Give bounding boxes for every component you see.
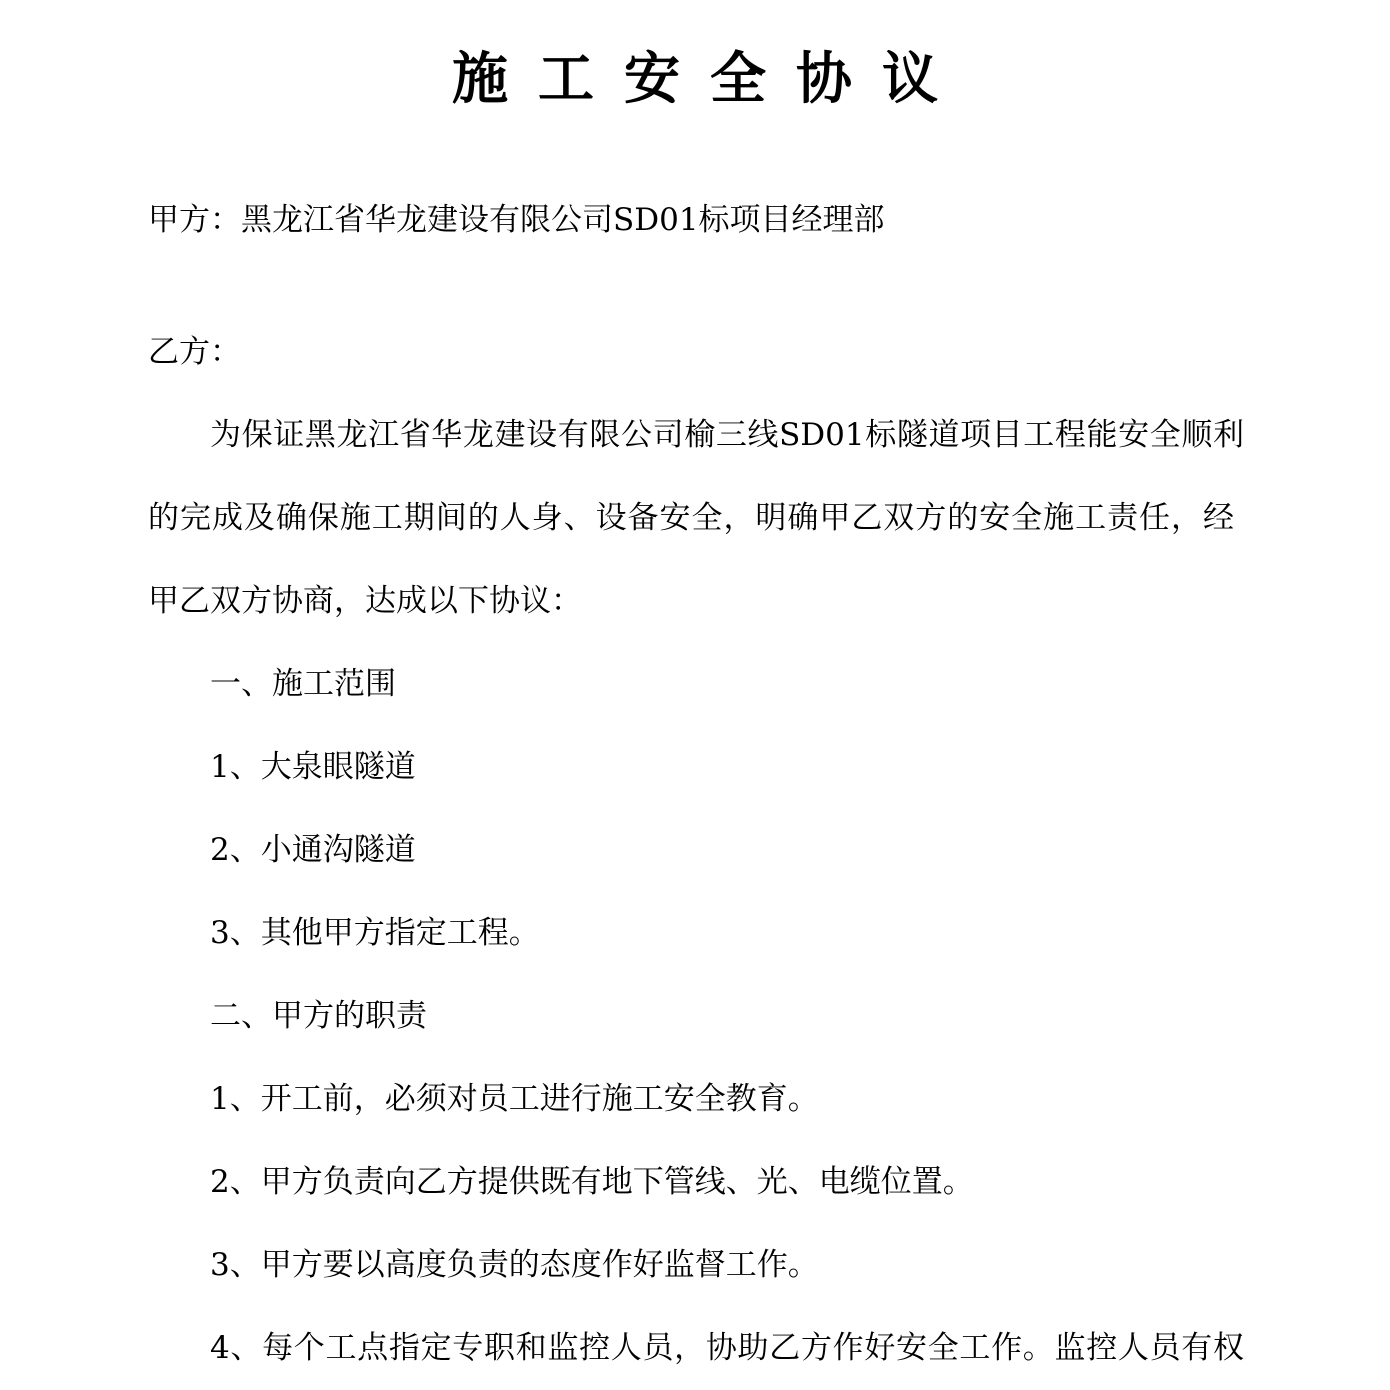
- duty-item: 2、甲方负责向乙方提供既有地下管线、光、电缆位置。: [210, 1164, 974, 1200]
- duty-item: 1、开工前，必须对员工进行施工安全教育。: [210, 1081, 819, 1117]
- intro-paragraph-line-3: 甲乙双方协商，达成以下协议：: [148, 583, 582, 619]
- section-heading-scope: 一、施工范围: [210, 666, 396, 702]
- scope-item: 2、小通沟隧道: [210, 832, 416, 868]
- scope-item: 1、大泉眼隧道: [210, 749, 416, 785]
- duty-item: 4、每个工点指定专职和监控人员，协助乙方作好安全工作。监控人员有权: [210, 1330, 1244, 1366]
- party-b-line: 乙方：: [148, 334, 241, 370]
- party-a-line: 甲方：黑龙江省华龙建设有限公司SD01标项目经理部: [148, 202, 885, 238]
- section-heading-party-a-duties: 二、甲方的职责: [210, 998, 427, 1034]
- intro-paragraph-line-2: 的完成及确保施工期间的人身、设备安全，明确甲乙双方的安全施工责任，经: [148, 500, 1234, 536]
- scope-item: 3、其他甲方指定工程。: [210, 915, 540, 951]
- intro-paragraph-line-1: 为保证黑龙江省华龙建设有限公司榆三线SD01标隧道项目工程能安全顺利: [210, 417, 1244, 453]
- document-title: 施工安全协议: [452, 47, 968, 112]
- duty-item: 3、甲方要以高度负责的态度作好监督工作。: [210, 1247, 819, 1283]
